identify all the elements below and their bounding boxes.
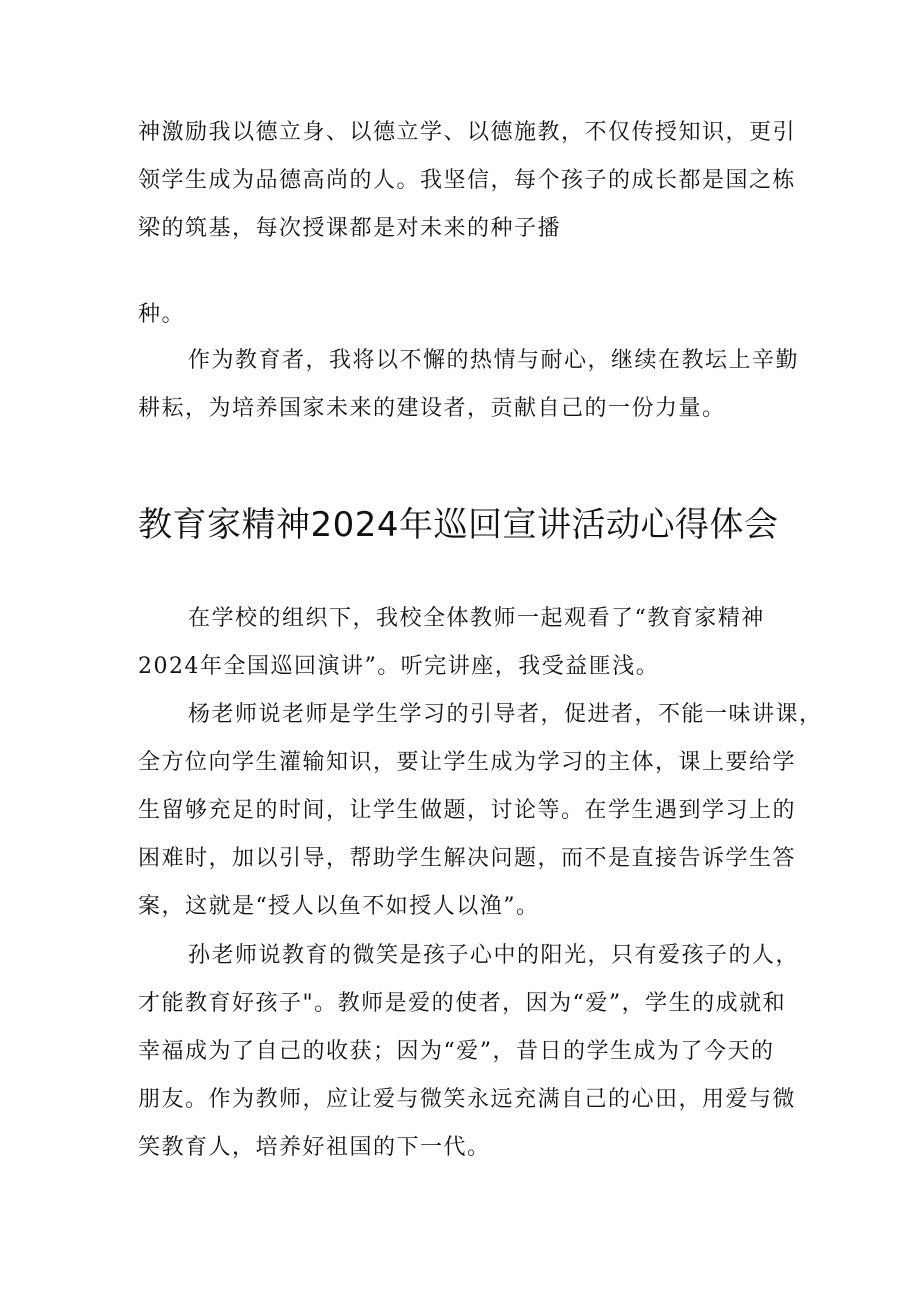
text-line: 才能教育好孩子"。教师是爱的使者，因为“爱”，学生的成就和	[138, 991, 787, 1016]
text-line: 笑教育人，培养好祖国的下一代。	[138, 1135, 491, 1160]
text-line: 2024年全国巡回演讲”。听完讲座，我受益匪浅。	[138, 654, 660, 679]
article-title: 教育家精神2024年巡回宣讲活动心得体会	[138, 505, 779, 545]
text-line: 梁的筑基，每次授课都是对未来的种子播	[138, 216, 562, 241]
text-line: 领学生成为品德高尚的人。我坚信，每个孩子的成长都是国之栋	[138, 168, 797, 193]
text-line: 孙老师说教育的微笑是孩子心中的阳光，只有爱孩子的人，	[188, 943, 800, 968]
text-line: 神激励我以德立身、以德立学、以德施教，不仅传授知识，更引	[138, 120, 797, 145]
text-line: 耕耘，为培养国家未来的建设者，贡献自己的一份力量。	[138, 396, 726, 421]
text-line: 朋友。作为教师，应让爱与微笑永远充满自己的心田，用爱与微	[138, 1087, 797, 1112]
text-line: 作为教育者，我将以不懈的热情与耐心，继续在教坛上辛勤	[188, 348, 800, 373]
text-line: 在学校的组织下，我校全体教师一起观看了“教育家精神	[188, 606, 765, 631]
text-line: 生留够充足的时间，让学生做题，讨论等。在学生遇到学习上的	[138, 798, 797, 823]
text-line: 幸福成为了自己的收获；因为“爱”，昔日的学生成为了今天的	[138, 1039, 775, 1064]
text-line: 困难时，加以引导，帮助学生解决问题，而不是直接告诉学生答	[138, 846, 797, 871]
text-line: 全方位向学生灌输知识，要让学生成为学习的主体，课上要给学	[138, 750, 797, 775]
text-line: 种。	[138, 302, 186, 327]
text-line: 杨老师说老师是学生学习的引导者，促进者，不能一味讲课，	[188, 702, 823, 727]
text-line: 案，这就是“授人以鱼不如授人以渔”。	[138, 894, 540, 919]
